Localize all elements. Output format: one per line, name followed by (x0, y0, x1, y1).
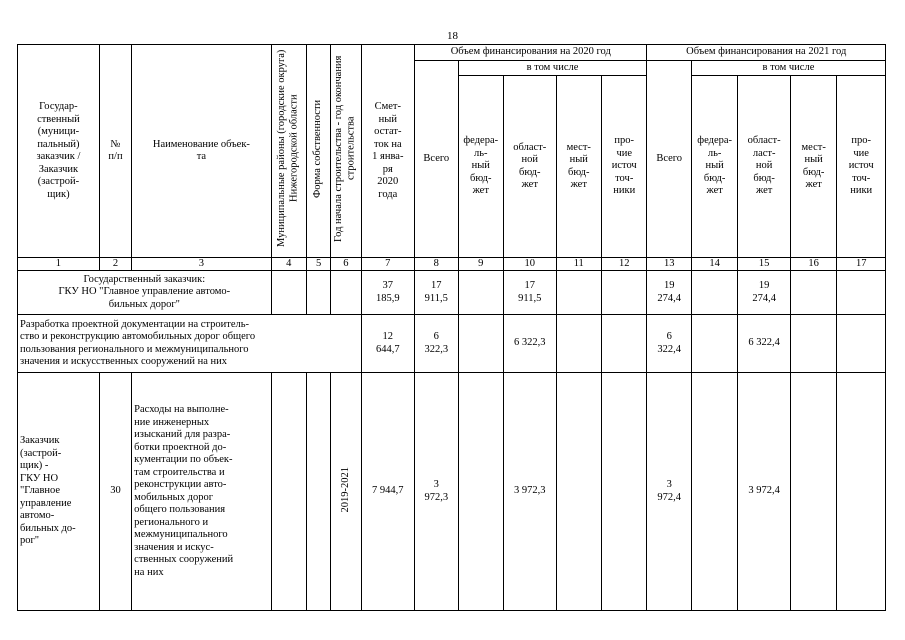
header-total-2021: Всего (647, 60, 691, 258)
header-customer: Государ- ственный (муници- пальный) заказчик / Заказчик (застрой- щик) (18, 45, 100, 258)
header-other-2020: про- чие источ точ- ники (601, 76, 646, 258)
financing-table (17, 44, 886, 611)
header-local-2021: мест- ный бюд- жет (790, 76, 836, 258)
header-fin-2020: Объем финансирования на 2020 год (415, 45, 647, 61)
header-including-2020: в том числе (458, 60, 647, 76)
header-years: Год начала строительства - год окончания строительства (331, 45, 361, 258)
header-object-name: Наименование объек- та (132, 45, 271, 258)
survey-years: 2019-2021 (331, 373, 361, 611)
design-row: Разработка проектной документации на строитель- ство и реконструкцию автомобильных дорог общего пользования региональногo и межмуниципального значения и искусственных сооружений на них 12 644,7 6 322,3 6 322,3 6 322,4 6 322,4 (18, 315, 886, 373)
header-regional-2020: област- ной бюд- жет (503, 76, 556, 258)
col-number: 16 (790, 258, 836, 271)
col-number: 11 (556, 258, 601, 271)
header-federal-2021: федера- ль- ный бюд- жет (691, 76, 737, 258)
col-number: 13 (647, 258, 691, 271)
col-number: 15 (738, 258, 791, 271)
page-number: 18 (447, 30, 458, 42)
header-fin-2021: Объем финансирования на 2021 год (647, 45, 886, 61)
header-local-2020: мест- ный бюд- жет (556, 76, 601, 258)
header-ownership: Форма собственности (306, 45, 330, 258)
col-number: 10 (503, 258, 556, 271)
col-number: 14 (691, 258, 737, 271)
header-regional-2021: област- ласт- ной бюд- жет (738, 76, 791, 258)
design-label: Разработка проектной документации на строитель- ство и реконструкцию автомобильных дорог общего пользования региональногo и межмуниципального значения и искусственных сооружений на них (18, 315, 362, 373)
col-number: 9 (458, 258, 503, 271)
header-districts: Муниципальные районы (городские округа) Нижегородской области (271, 45, 306, 258)
col-number: 6 (331, 258, 361, 271)
col-number: 4 (271, 258, 306, 271)
col-number: 5 (306, 258, 330, 271)
survey-row: Заказчик (застрой- щик) - ГКУ НО "Главное управление автомо- бильных до- рог" 30 Расходы на выполне- ние инженерных изысканий для разра- ботки проектной до- кументации по объек- там строительства и реконструкции авто- мобильных дорог общего пользования регионального и межмуниципального значения и искус- ственных сооружений на них 2019-2021 7 944,7 3 972,3 3 972,3 3 972,4 3 972,4 (18, 373, 886, 611)
header-estimate-balance: Смет- ный остат- ток на 1 янва- ря 2020 года (361, 45, 415, 258)
col-number: 3 (132, 258, 271, 271)
col-number: 12 (601, 258, 646, 271)
header-other-2021: про- чие источ точ- ники (837, 76, 886, 258)
header-including-2021: в том числе (691, 60, 885, 76)
header-num: № п/п (99, 45, 131, 258)
col-number: 1 (18, 258, 100, 271)
header-total-2020: Всего (415, 60, 458, 258)
col-number: 8 (415, 258, 458, 271)
column-numbers-row (18, 258, 886, 271)
col-number: 17 (837, 258, 886, 271)
survey-num: 30 (99, 373, 131, 611)
col-number: 2 (99, 258, 131, 271)
state-customer-label: Государственный заказчик: ГКУ НО "Главное управление автомо- бильных дорог" (18, 271, 272, 315)
header-federal-2020: федера- ль- ный бюд- жет (458, 76, 503, 258)
survey-name: Расходы на выполне- ние инженерных изысканий для разра- ботки проектной до- кументации по объек- там строительства и реконструкции авто- мобильных дорог общего пользования регионального и межмуниципального значения и искус- ственных сооружений на них (132, 373, 271, 611)
state-customer-row: Государственный заказчик: ГКУ НО "Главное управление автомо- бильных дорог" 37 185,9 17 911,5 17 911,5 19 274,4 19 274,4 (18, 271, 886, 315)
survey-customer: Заказчик (застрой- щик) - ГКУ НО "Главное управление автомо- бильных до- рог" (18, 373, 100, 611)
col-number: 7 (361, 258, 415, 271)
